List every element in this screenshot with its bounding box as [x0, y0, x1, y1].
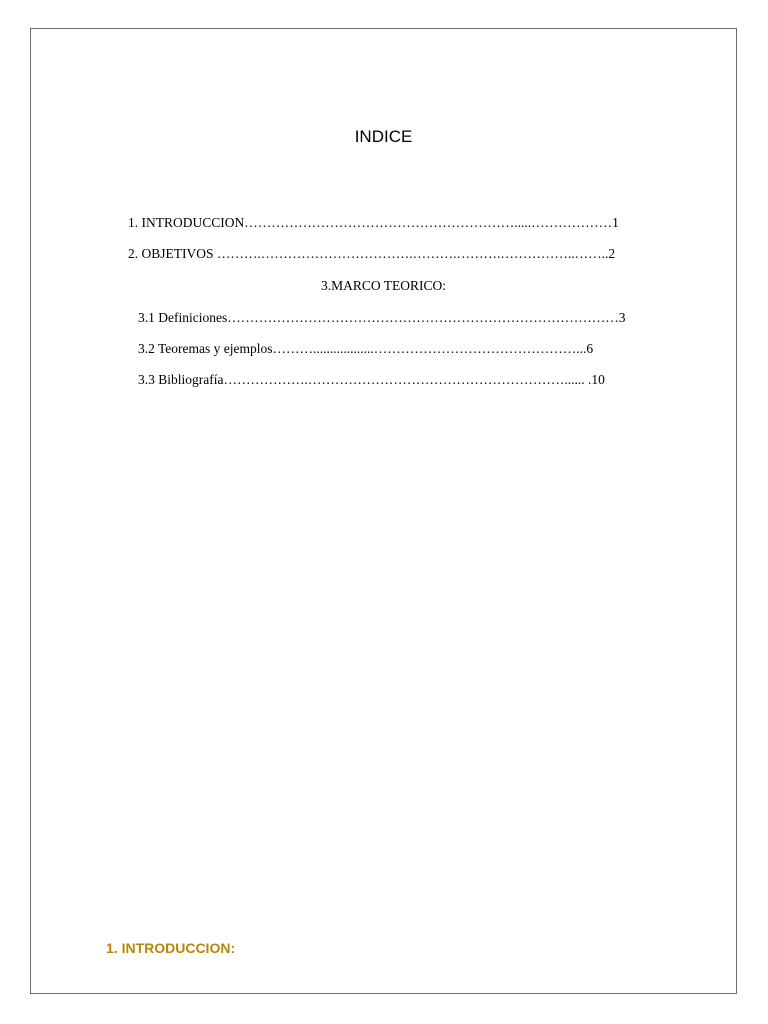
toc-entry-definiciones: 3.1 Definiciones……………………………………………………………………………3 [138, 310, 626, 325]
toc-entry-teoremas: 3.2 Teoremas y ejemplos………..................………………………………………...6 [138, 341, 594, 356]
toc-entry-marco-teorico: 3.MARCO TEORICO: [320, 278, 446, 293]
toc-entry-objetivos: 2. OBJETIVOS ……….…………………………….……….……….……………..……..2 [128, 246, 616, 261]
page-title: INDICE [354, 127, 413, 146]
toc-entry-bibliografia: 3.3 Bibliografía……………….…………………………………………………...... .10 [138, 372, 605, 387]
toc-entry-introduccion: 1. INTRODUCCION…………………………………………………….....………………1 [128, 215, 619, 230]
document-page [30, 28, 737, 994]
section-heading-introduccion: 1. INTRODUCCION: [106, 940, 236, 956]
